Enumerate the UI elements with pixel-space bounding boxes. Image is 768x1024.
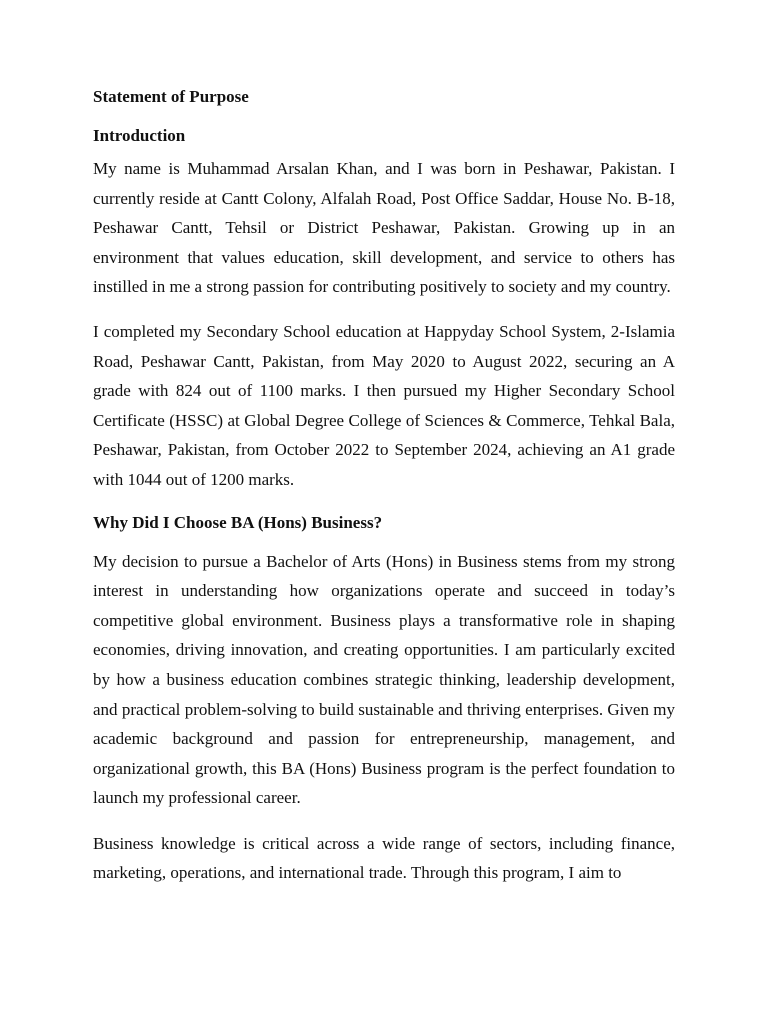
paragraph: My decision to pursue a Bachelor of Arts (Hons) in Business stems from my strong interest in understanding how organizations operate and succeed in today’s competitive global environment. Business plays a transformative role in shaping economies, driving innovation, and creating opportunities. I am particularly excited by how a business education combines strategic thinking, leadership development, and practical problem-solving to build sustainable and thriving enterprises. Given my academic background and passion for entrepreneurship, management, and organizational growth, this BA (Hons) Business program is the perfect foundation to launch my professional career. [93, 551, 675, 808]
document-title: Statement of Purpose [93, 87, 249, 106]
paragraph: My name is Muhammad Arsalan Khan, and I was born in Peshawar, Pakistan. I currently reside at Cantt Colony, Alfalah Road, Post Office Saddar, House No. B-18, Peshawar Cantt, Tehsil or District Peshawar, Pakistan. Growing up in an environment that values education, skill development, and service to others has instilled in me a strong passion for contributing positively to society and my country. [93, 159, 675, 297]
section-heading-introduction: Introduction [93, 126, 186, 145]
paragraph: I completed my Secondary School education at Happyday School System, 2-Islamia Road, Peshawar Cantt, Pakistan, from May 2020 to August 2022, securing an A grade with 824 out of 1100 marks. I then pursued my Higher Secondary School Certificate (HSSC) at Global Degree College of Sciences & Commerce, Tehkal Bala, Peshawar, Pakistan, from October 2022 to September 2024, achieving an A1 grade with 1044 out of 1200 marks. [93, 321, 675, 489]
paragraph: Business knowledge is critical across a wide range of sectors, including finance, marketing, operations, and international trade. Through this program, I aim to [93, 833, 675, 883]
section-heading-why-business: Why Did I Choose BA (Hons) Business? [93, 512, 383, 532]
document-body [93, 86, 675, 903]
